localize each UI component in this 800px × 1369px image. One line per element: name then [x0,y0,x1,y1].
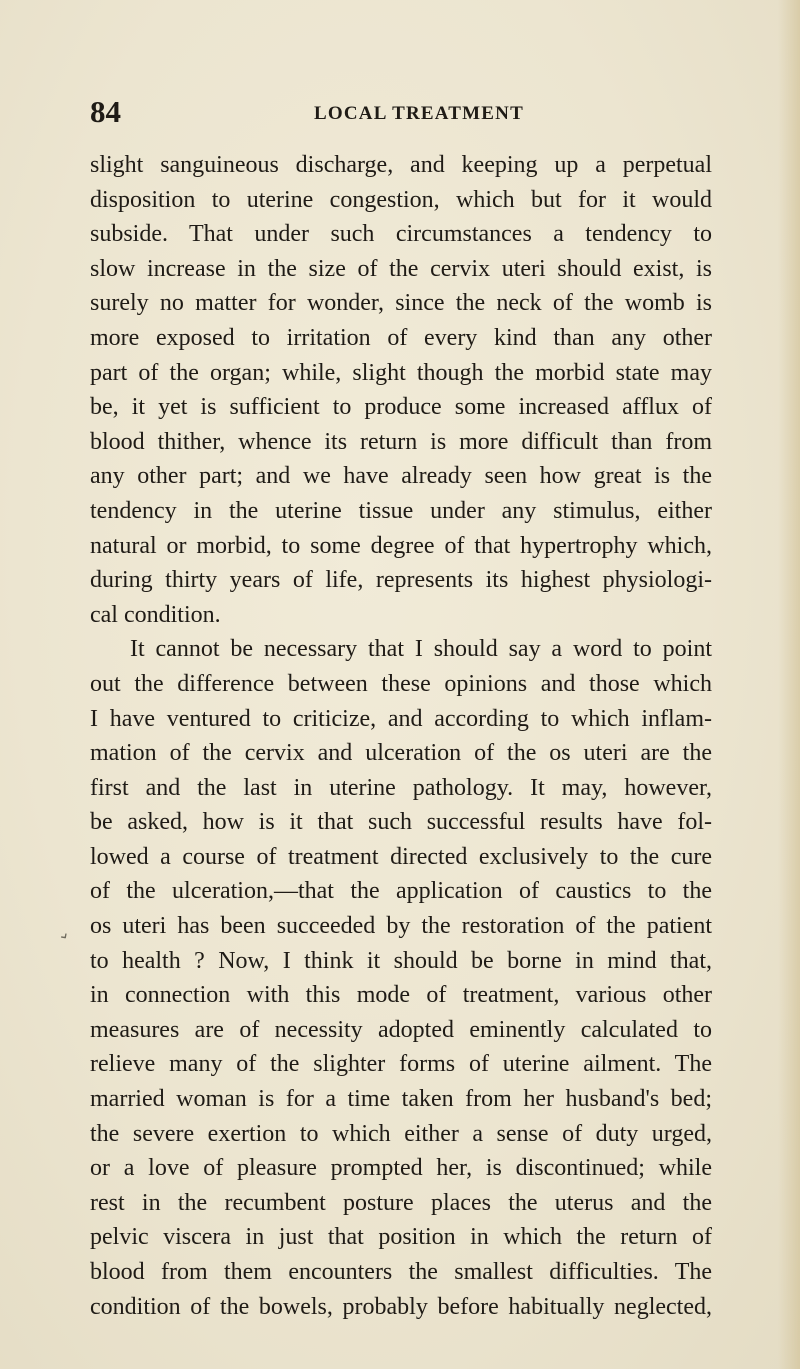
text-line: first and the last in uterine pathology. It may, however, [90,774,712,801]
text-line: be, it yet is sufficient to produce some increased afflux of [90,394,712,421]
text-line: It cannot be necessary that I should say a word to point [130,636,712,663]
text-line: natural or morbid, to some degree of that hypertrophy which, [90,532,712,559]
text-line: rest in the recumbent posture places the uterus and the [90,1189,712,1216]
page-edge-shadow [778,0,800,1369]
text-line: tendency in the uterine tissue under any stimulus, either [90,497,712,524]
text-line: out the difference between these opinions and those which [90,670,712,697]
page-header [90,92,710,132]
page-number: 84 [90,94,121,129]
body-text [90,148,712,1324]
text-line: of the ulceration,—that the application of caustics to the [90,878,712,905]
text-line: pelvic viscera in just that position in which the return of [90,1224,712,1251]
text-line: disposition to uterine congestion, which but for it would [90,186,712,213]
text-line: during thirty years of life, represents its highest physiologi- [90,567,712,594]
text-line: I have ventured to criticize, and according to which inflam- [90,705,712,732]
text-line: blood thither, whence its return is more difficult than from [90,428,712,455]
text-line: the severe exertion to which either a sense of duty urged, [90,1120,712,1147]
text-line: slight sanguineous discharge, and keeping up a perpetual [90,152,712,178]
text-line: or a love of pleasure prompted her, is discontinued; while [90,1155,712,1182]
text-line: os uteri has been succeeded by the restoration of the patient [90,913,712,940]
text-line: condition of the bowels, probably before habitually neglected, [90,1293,712,1320]
text-line: relieve many of the slighter forms of uterine ailment. The [90,1051,712,1078]
text-line: any other part; and we have already seen how great is the [90,463,712,490]
text-line: measures are of necessity adopted eminently calculated to [90,1016,712,1043]
text-line: slow increase in the size of the cervix uteri should exist, is [90,255,712,282]
text-line: blood from them encounters the smallest difficulties. The [90,1259,712,1285]
text-line: to health ? Now, I think it should be borne in mind that, [90,947,712,974]
text-line: more exposed to irritation of every kind than any other [90,324,712,351]
text-line: subside. That under such circumstances a tendency to [90,221,712,248]
text-line: surely no matter for wonder, since the neck of the womb is [90,290,712,317]
text-line: cal condition. [90,601,221,628]
text-line: mation of the cervix and ulceration of the os uteri are the [90,740,712,767]
margin-pencil-mark-icon: ⌄ [52,923,74,946]
text-line: lowed a course of treatment directed exclusively to the cure [90,843,712,870]
text-line: be asked, how is it that such successful results have fol- [90,809,712,836]
running-head: LOCAL TREATMENT [314,103,524,124]
text-line: in connection with this mode of treatment, various other [90,982,712,1009]
text-line: part of the organ; while, slight though the morbid state may [90,359,712,386]
text-line: married woman is for a time taken from her husband's bed; [90,1086,712,1113]
